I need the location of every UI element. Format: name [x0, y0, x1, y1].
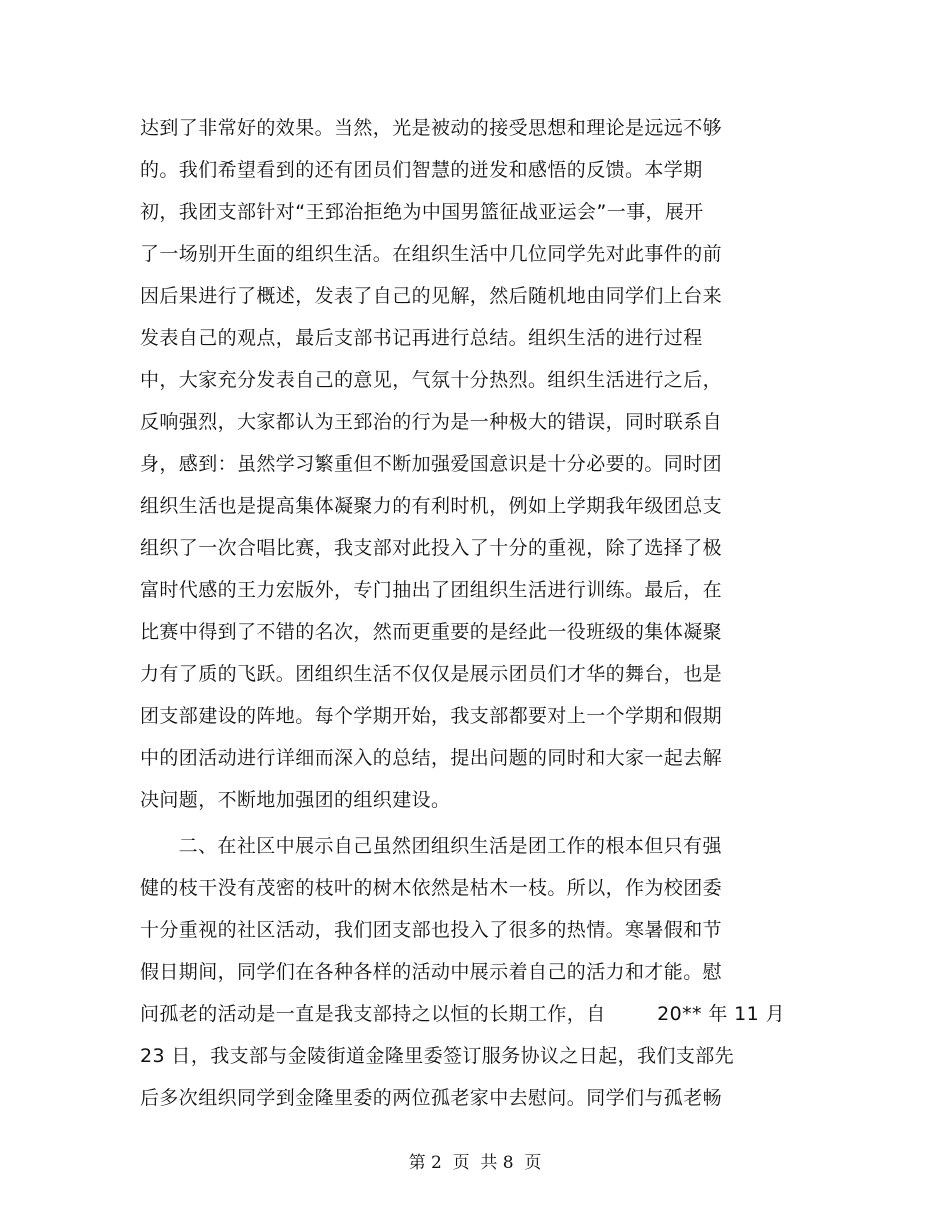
body-text-line: 十分重视的社区活动，我们团支部也投入了很多的热情。寒暑假和节: [140, 919, 723, 941]
body-text-line: 23 日，我支部与金陵街道金隆里委签订服务协议之日起，我们支部先: [140, 1045, 735, 1067]
body-text-line: 达到了非常好的效果。当然，光是被动的接受思想和理论是远远不够: [140, 117, 723, 139]
section-heading-line: 二、在社区中展示自己虽然团组织生活是团工作的根本但只有强: [140, 835, 722, 857]
body-text-line: 问孤老的活动是一直是我支部持之以恒的长期工作，自 20** 年 11 月: [140, 1003, 785, 1025]
body-text-line: 富时代感的王力宏版外，专门抽出了团组织生活进行训练。最后，在: [140, 579, 723, 601]
body-text-line: 的。我们希望看到的还有团员们智慧的迸发和感悟的反馈。本学期: [140, 159, 703, 181]
body-text-line: 了一场别开生面的组织生活。在组织生活中几位同学先对此事件的前: [140, 243, 723, 265]
body-text-line: 中的团活动进行详细而深入的总结，提出问题的同时和大家一起去解: [140, 747, 723, 769]
body-text-line: 身，感到：虽然学习繁重但不断加强爱国意识是十分必要的。同时团: [140, 453, 723, 475]
page-number-footer: 第 2 页 共 8 页: [408, 1153, 542, 1173]
body-text-line: 组织了一次合唱比赛，我支部对此投入了十分的重视，除了选择了极: [140, 537, 723, 559]
body-text-line: 反响强烈，大家都认为王郅治的行为是一种极大的错误，同时联系自: [140, 411, 723, 433]
body-text-line: 团支部建设的阵地。每个学期开始，我支部都要对上一个学期和假期: [140, 705, 723, 727]
body-text-line: 发表自己的观点，最后支部书记再进行总结。组织生活的进行过程: [140, 327, 703, 349]
body-text-line: 初，我团支部针对“王郅治拒绝为中国男篮征战亚运会”一事，展开: [140, 201, 704, 223]
body-text-line: 决问题，不断地加强团的组织建设。: [140, 789, 451, 811]
body-text-line: 后多次组织同学到金隆里委的两位孤老家中去慰问。同学们与孤老畅: [140, 1087, 723, 1109]
body-text-line: 比赛中得到了不错的名次，然而更重要的是经此一役班级的集体凝聚: [140, 621, 723, 643]
body-text-line: 因后果进行了概述，发表了自己的见解，然后随机地由同学们上台来: [140, 285, 723, 307]
body-text-line: 组织生活也是提高集体凝聚力的有利时机，例如上学期我年级团总支: [140, 495, 723, 517]
body-text-line: 中，大家充分发表自己的意见，气氛十分热烈。组织生活进行之后，: [140, 369, 723, 391]
body-text-line: 健的枝干没有茂密的枝叶的树木依然是枯木一枝。所以，作为校团委: [140, 877, 723, 899]
body-text-line: 假日期间，同学们在各种各样的活动中展示着自己的活力和才能。慰: [140, 961, 723, 983]
body-text-line: 力有了质的飞跃。团组织生活不仅仅是展示团员们才华的舞台，也是: [140, 663, 723, 685]
